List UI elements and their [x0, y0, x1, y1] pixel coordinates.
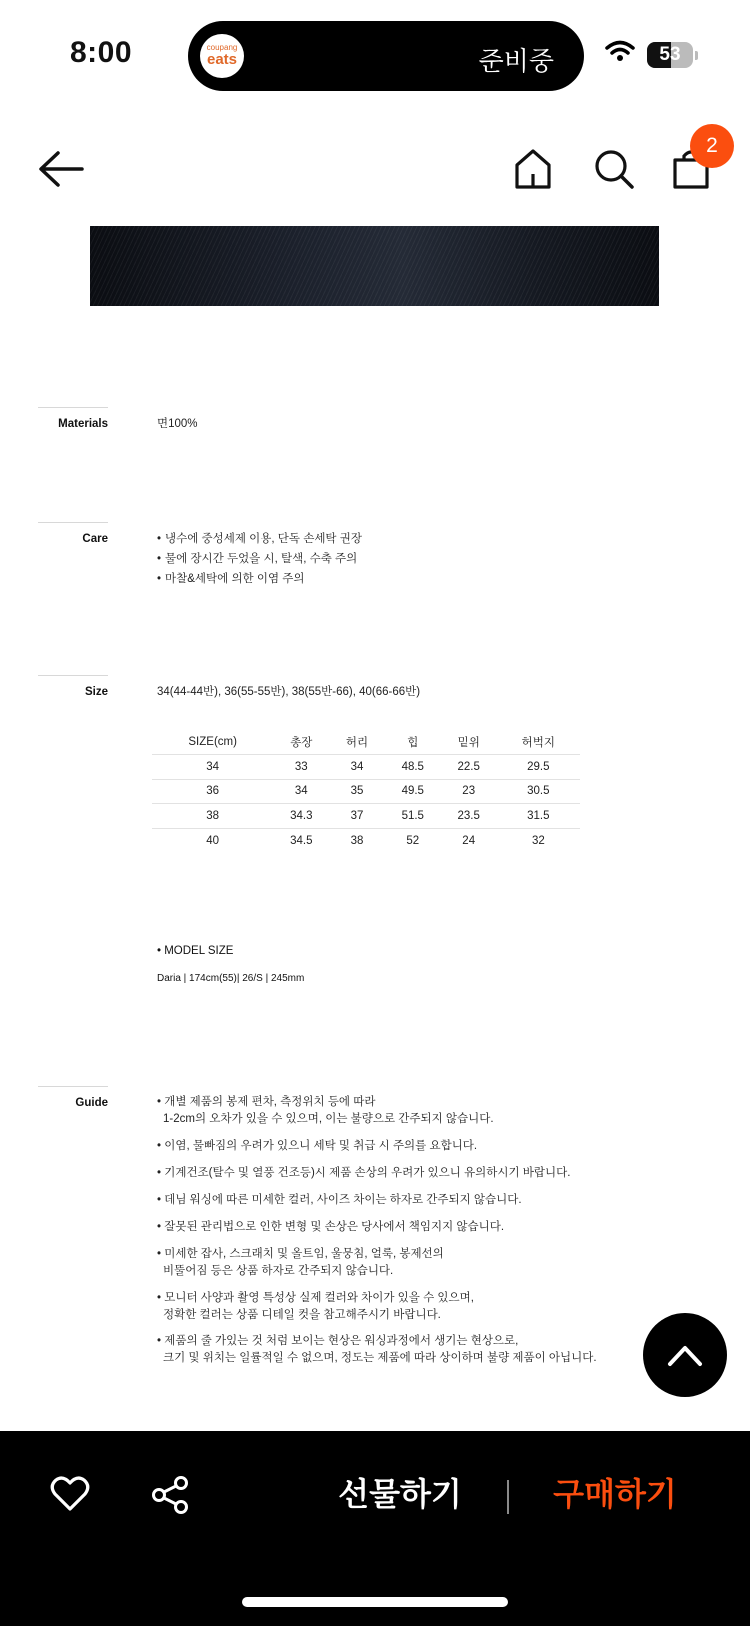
size-table-row	[152, 779, 580, 804]
product-denim-image	[90, 226, 659, 306]
share-icon[interactable]	[150, 1475, 190, 1515]
guide-item: • 이염, 물빠짐의 우려가 있으니 세탁 및 취급 시 주의를 요합니다.	[157, 1140, 478, 1152]
guide-line: 데님 워싱에 따른 미세한 컬러, 사이즈 차이는 하자로 간주되지 않습니다.	[164, 1194, 522, 1206]
dynamic-island[interactable]	[188, 21, 584, 91]
island-status-text: 준비중	[478, 47, 554, 77]
size-cell: 30.5	[497, 779, 580, 804]
materials-value: 면100%	[157, 418, 198, 430]
wifi-icon	[605, 40, 635, 62]
heart-icon[interactable]	[50, 1475, 90, 1513]
guide-item: • 데님 워싱에 따른 미세한 컬러, 사이즈 차이는 하자로 간주되지 않습니다.	[157, 1194, 522, 1206]
guide-divider	[38, 1086, 108, 1087]
guide-item: • 모니터 사양과 촬영 특성상 실제 컬러와 차이가 있을 수 있으며, 정확한 컬러는 상품 디테일 컷을 참고해주시기 바랍니다.	[157, 1290, 474, 1323]
care-label: Care	[82, 533, 108, 545]
guide-line: 미세한 잡사, 스크래치 및 올트임, 울뭉침, 얼룩, 봉제선의	[164, 1248, 444, 1260]
size-header-cell: 허리	[345, 737, 369, 749]
bottom-bar-divider	[507, 1480, 509, 1514]
care-divider	[38, 522, 108, 523]
size-cell: 34.3	[273, 804, 329, 829]
size-cell: 48.5	[385, 755, 441, 780]
size-cell: 23	[441, 779, 497, 804]
home-indicator[interactable]	[242, 1597, 508, 1607]
size-table	[152, 730, 580, 853]
size-cell: 22.5	[441, 755, 497, 780]
size-divider	[38, 675, 108, 676]
guide-line: 1-2cm의 오차가 있을 수 있으며, 이는 불량으로 간주되지 않습니다.	[163, 1112, 494, 1125]
battery-level-text: 53	[659, 44, 681, 65]
guide-item: • 미세한 잡사, 스크래치 및 올트임, 울뭉침, 얼룩, 봉제선의 비뚤어짐 등은 상품 하자로 간주되지 않습니다.	[157, 1246, 444, 1279]
guide-line: 모니터 사양과 촬영 특성상 실제 컬러와 차이가 있을 수 있으며,	[164, 1292, 474, 1304]
size-header-cell: 밑위	[457, 737, 480, 749]
size-cell: 34	[273, 779, 329, 804]
size-cell: 34	[152, 755, 273, 780]
size-label: Size	[84, 686, 108, 698]
size-cell: 33	[273, 755, 329, 780]
logo-brand-main: eats	[206, 51, 238, 68]
cart-count-badge: 2	[690, 124, 734, 168]
status-time: 8:00	[70, 36, 133, 69]
guide-line: 비뚤어짐 등은 상품 하자로 간주되지 않습니다.	[163, 1264, 394, 1277]
care-item: • 마찰&세탁에 의한 이염 주의	[157, 573, 305, 585]
size-header-cell: 허벅지	[521, 737, 555, 749]
size-header-cell: 총장	[290, 737, 313, 749]
size-cell: 38	[152, 804, 273, 829]
size-cell: 23.5	[441, 804, 497, 829]
guide-item: • 제품의 줄 가있는 것 처럼 보이는 현상은 워싱과정에서 생기는 현상으로, 크기 및 위치는 일률적일 수 없으며, 정도는 제품에 따라 상이하며 불량 제품이 아닙니다.	[157, 1333, 597, 1366]
size-summary: 34(44-44반), 36(55-55반), 38(55반-66), 40(66-66반)	[157, 686, 421, 698]
search-icon[interactable]	[593, 148, 635, 190]
size-cell: 51.5	[385, 804, 441, 829]
size-cell: 34.5	[273, 828, 329, 853]
size-cell: 37	[329, 804, 385, 829]
back-arrow-icon[interactable]	[36, 148, 86, 190]
size-header-cell: SIZE(cm)	[188, 736, 237, 748]
materials-divider	[38, 407, 108, 408]
model-size-value: Daria | 174cm(55)| 26/S | 245mm	[157, 973, 305, 984]
guide-label: Guide	[75, 1097, 108, 1109]
size-table-row	[152, 804, 580, 829]
size-cell: 36	[152, 779, 273, 804]
gift-button[interactable]: 선물하기	[338, 1475, 462, 1513]
home-icon[interactable]	[514, 148, 552, 190]
guide-item: • 개별 제품의 봉제 편차, 측정위치 등에 따라 1-2cm의 오차가 있을 수 있으며, 이는 불량으로 간주되지 않습니다.	[157, 1094, 494, 1127]
size-cell: 24	[441, 828, 497, 853]
care-item-text: 물에 장시간 두었을 시, 탈색, 수축 주의	[165, 553, 358, 565]
size-cell: 34	[329, 755, 385, 780]
size-table-header	[152, 730, 580, 755]
guide-line: 제품의 줄 가있는 것 처럼 보이는 현상은 워싱과정에서 생기는 현상으로,	[164, 1335, 519, 1347]
care-item: • 물에 장시간 두었을 시, 탈색, 수축 주의	[157, 553, 358, 565]
buy-button[interactable]: 구매하기	[553, 1475, 677, 1513]
scroll-to-top-button[interactable]	[643, 1313, 727, 1397]
size-header-cell: 힙	[407, 737, 419, 749]
care-list	[157, 529, 362, 589]
guide-line: 개별 제품의 봉제 편차, 측정위치 등에 따라	[164, 1096, 376, 1108]
model-size-title: • MODEL SIZE	[157, 945, 234, 957]
guide-item: • 기계건조(탈수 및 열풍 건조등)시 제품 손상의 우려가 있으니 유의하시기 바랍니다.	[157, 1167, 571, 1179]
denim-texture	[90, 226, 659, 306]
care-item-text: 마찰&세탁에 의한 이염 주의	[165, 573, 305, 585]
coupang-eats-logo	[200, 34, 244, 78]
size-cell: 31.5	[497, 804, 580, 829]
size-cell: 29.5	[497, 755, 580, 780]
materials-label: Materials	[58, 418, 108, 430]
care-item-text: 냉수에 중성세제 이용, 단독 손세탁 권장	[165, 533, 362, 545]
size-table-row	[152, 755, 580, 780]
bottom-action-bar	[0, 1431, 750, 1626]
size-cell: 35	[329, 779, 385, 804]
guide-line: 정확한 컬러는 상품 디테일 컷을 참고해주시기 바랍니다.	[163, 1308, 441, 1321]
care-item: • 냉수에 중성세제 이용, 단독 손세탁 권장	[157, 533, 362, 545]
guide-item: • 잘못된 관리법으로 인한 변형 및 손상은 당사에서 책임지지 않습니다.	[157, 1221, 505, 1233]
size-cell: 38	[329, 828, 385, 853]
battery-cap	[695, 51, 698, 60]
battery-indicator	[647, 42, 693, 68]
size-cell: 32	[497, 828, 580, 853]
guide-line: 기계건조(탈수 및 열풍 건조등)시 제품 손상의 우려가 있으니 유의하시기 바랍니다.	[164, 1167, 571, 1179]
size-cell: 52	[385, 828, 441, 853]
size-table-row	[152, 828, 580, 853]
size-cell: 49.5	[385, 779, 441, 804]
chevron-up-icon	[667, 1339, 703, 1371]
guide-line: 이염, 물빠짐의 우려가 있으니 세탁 및 취급 시 주의를 요합니다.	[164, 1140, 478, 1152]
size-cell: 40	[152, 828, 273, 853]
logo-brand-top: coupang	[206, 43, 238, 52]
guide-line: 잘못된 관리법으로 인한 변형 및 손상은 당사에서 책임지지 않습니다.	[164, 1221, 505, 1233]
guide-line: 크기 및 위치는 일률적일 수 없으며, 정도는 제품에 따라 상이하며 불량 제품이 아닙니다.	[163, 1351, 597, 1364]
